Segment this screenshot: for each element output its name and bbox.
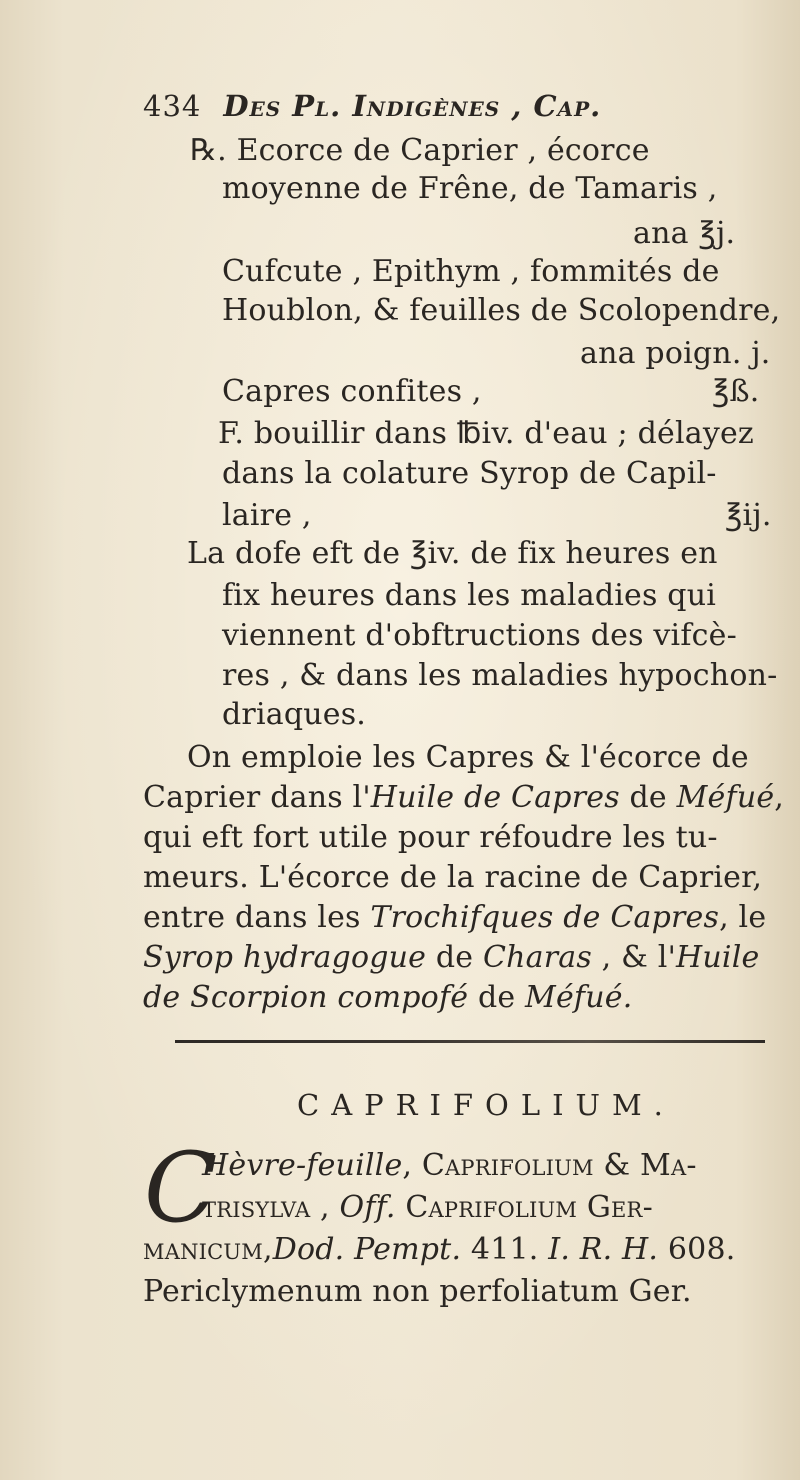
recipe-line: ana ℥j. bbox=[633, 216, 736, 251]
recipe-line: Houblon, & feuilles de Scolopendre, bbox=[222, 293, 781, 328]
dose-line: res , & dans les maladies hypochon- bbox=[222, 658, 778, 693]
usage-line: On emploie les Capres & l'écorce de bbox=[187, 740, 749, 775]
page-number: 434 bbox=[143, 89, 202, 123]
section-title: CAPRIFOLIUM. bbox=[297, 1088, 675, 1122]
recipe-line: ℥ij. bbox=[725, 498, 772, 533]
recipe-line: ana poign. j. bbox=[580, 336, 771, 371]
recipe-line: moyenne de Frêne, de Tamaris , bbox=[222, 171, 718, 206]
drop-cap: C bbox=[144, 1132, 218, 1244]
recipe-line: dans la colature Syrop de Capil- bbox=[222, 456, 717, 491]
usage-line: Caprier dans l'Huile de Capres de Méfué, bbox=[143, 780, 785, 815]
recipe-line: laire , bbox=[222, 498, 312, 533]
dose-line: La dofe eft de ℥iv. de fix heures en bbox=[187, 536, 718, 571]
dose-line: driaques. bbox=[222, 697, 367, 732]
recipe-line: F. bouillir dans ℔iv. d'eau ; délayez bbox=[218, 416, 754, 451]
recipe-line: Capres confites , bbox=[222, 374, 482, 409]
dose-line: viennent d'obftructions des vifcè- bbox=[222, 618, 737, 653]
entry-line: Hèvre-feuille, Caprifolium & Ma- bbox=[202, 1148, 697, 1183]
recipe-line: ℥ß. bbox=[712, 374, 760, 409]
running-title: Des Pl. Indigènes , Cap. bbox=[223, 89, 602, 123]
entry-line: manicum,Dod. Pempt. 411. I. R. H. 608. bbox=[143, 1232, 736, 1267]
usage-line: qui eft fort utile pour réfoudre les tu- bbox=[143, 820, 718, 855]
entry-line: Periclymenum non perfoliatum Ger. bbox=[143, 1274, 692, 1309]
dose-line: fix heures dans les maladies qui bbox=[222, 578, 717, 613]
section-divider bbox=[175, 1040, 765, 1043]
usage-line: entre dans les Trochifques de Capres, le bbox=[143, 900, 767, 935]
entry-line: trisylva , Off. Caprifolium Ger- bbox=[202, 1190, 653, 1225]
running-header bbox=[143, 86, 601, 126]
usage-line: meurs. L'écorce de la racine de Caprier, bbox=[143, 860, 763, 895]
recipe-line: Cufcute , Epithym , fommités de bbox=[222, 254, 720, 289]
usage-line: de Scorpion compofé de Méfué. bbox=[143, 980, 633, 1015]
usage-line: Syrop hydragogue de Charas , & l'Huile bbox=[143, 940, 760, 975]
recipe-line: ℞. Ecorce de Caprier , écorce bbox=[190, 133, 650, 168]
